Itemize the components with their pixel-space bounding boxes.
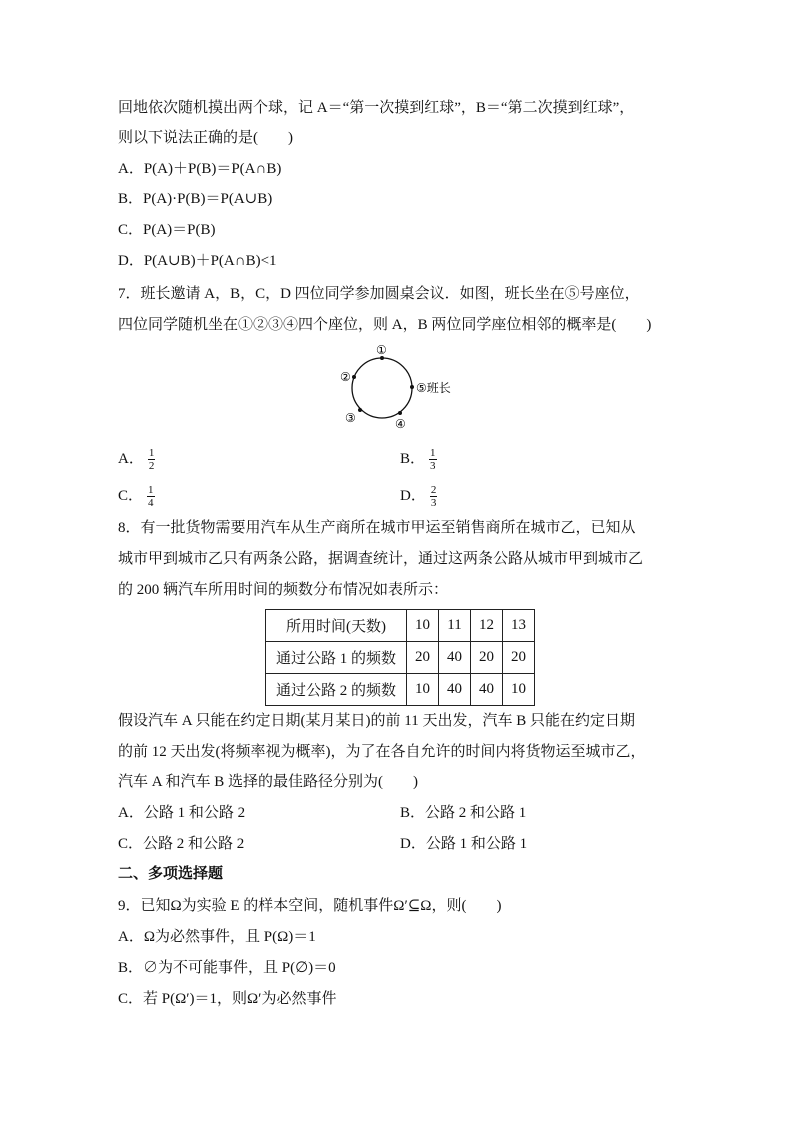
q6-option-a: A．P(A)＋P(B)＝P(A∩B): [118, 161, 282, 177]
q9-option-b: B．∅为不可能事件，且 P(∅)＝0: [118, 960, 336, 976]
seat-5-label: ⑤班长: [416, 381, 451, 395]
q7-option-b: [400, 447, 437, 472]
table-cell: 通过公路 2 的频数: [266, 674, 407, 706]
q8-stem-line1: 8．有一批货物需要用汽车从生产商所在城市甲运至销售商所在城市乙，已知从: [118, 520, 636, 536]
table-row: [266, 674, 535, 706]
q8-stem-line2: 城市甲到城市乙只有两条公路，据调查统计，通过这两条公路从城市甲到城市乙: [118, 551, 644, 567]
q7-option-b-letter: B．: [400, 450, 426, 467]
table-cell: 10: [407, 674, 439, 706]
seat-1-label: ①: [376, 343, 387, 357]
seat-2-label: ②: [340, 370, 351, 384]
q9-option-c: C．若 P(Ω′)＝1，则Ω′为必然事件: [118, 991, 337, 1007]
seat-4-dot: [398, 411, 402, 415]
table-cell: 13: [503, 610, 535, 642]
q7-stem-line1: 7．班长邀请 A，B，C，D 四位同学参加圆桌会议．如图，班长坐在⑤号座位，: [118, 286, 640, 302]
table-cell: 10: [503, 674, 535, 706]
seat-3-label: ③: [345, 411, 356, 425]
table-cell: 40: [439, 674, 471, 706]
table-cell: 10: [407, 610, 439, 642]
fraction-denominator: 3: [430, 497, 437, 509]
q7-option-c: [118, 484, 155, 509]
frequency-table: [265, 609, 535, 706]
q9-option-a: A．Ω为必然事件，且 P(Ω)＝1: [118, 929, 316, 945]
q8-after-line3: 汽车 A 和汽车 B 选择的最佳路径分别为( ): [118, 774, 419, 790]
q7-option-a-fraction: [148, 447, 156, 472]
seat-5-dot: [410, 385, 414, 389]
fraction-denominator: 3: [430, 460, 436, 472]
q8-option-b: B．公路 2 和公路 1: [400, 805, 527, 821]
q6-option-c: C．P(A)＝P(B): [118, 222, 216, 238]
fraction-denominator: 2: [148, 460, 155, 472]
q7-option-d-letter: D．: [400, 487, 426, 504]
q7-option-d-fraction: [430, 484, 438, 509]
q8-after-line2: 的前 12 天出发(将频率视为概率)，为了在各自允许的时间内将货物运至城市乙，: [118, 744, 646, 760]
q8-option-d: D．公路 1 和公路 1: [400, 836, 528, 852]
q6-stem-line2: 则以下说法正确的是( ): [118, 130, 293, 146]
q9-stem: 9．已知Ω为实验 E 的样本空间，随机事件Ω′⊆Ω，则( ): [118, 898, 502, 914]
table-row: [266, 642, 535, 674]
table-cell: 40: [471, 674, 503, 706]
table-cell: 20: [503, 642, 535, 674]
round-table-diagram: [330, 340, 470, 435]
table-cell: 所用时间(天数): [266, 610, 407, 642]
q8-option-a: A．公路 1 和公路 2: [118, 805, 246, 821]
q7-option-a: [118, 447, 155, 472]
q7-option-c-letter: C．: [118, 487, 144, 504]
q6-option-d: D．P(A∪B)＋P(A∩B)<1: [118, 253, 277, 269]
q7-option-a-letter: A．: [118, 450, 144, 467]
table-cell: 40: [439, 642, 471, 674]
fraction-numerator: 2: [430, 484, 437, 496]
table-cell: 12: [471, 610, 503, 642]
fraction-denominator: 4: [148, 497, 154, 509]
fraction-numerator: 1: [148, 484, 154, 496]
table-cell: 11: [439, 610, 471, 642]
seat-4-label: ④: [395, 417, 406, 431]
table-cell: 20: [407, 642, 439, 674]
seat-3-dot: [358, 408, 362, 412]
table-header-row: [266, 610, 535, 642]
table-cell: 20: [471, 642, 503, 674]
table-cell: 通过公路 1 的频数: [266, 642, 407, 674]
q8-option-c: C．公路 2 和公路 2: [118, 836, 245, 852]
q6-option-b: B．P(A)·P(B)＝P(A∪B): [118, 191, 273, 207]
q8-after-line1: 假设汽车 A 只能在约定日期(某月某日)的前 11 天出发，汽车 B 只能在约定日期: [118, 713, 635, 729]
q7-option-c-fraction: [147, 484, 155, 509]
q6-stem-line1: 回地依次随机摸出两个球，记 A＝“第一次摸到红球”，B＝“第二次摸到红球”，: [118, 100, 635, 116]
fraction-numerator: 1: [148, 447, 155, 459]
seat-2-dot: [352, 375, 356, 379]
q7-option-d: [400, 484, 437, 509]
section-title: 二、多项选择题: [118, 866, 224, 882]
q8-stem-line3: 的 200 辆汽车所用时间的频数分布情况如表所示：: [118, 582, 449, 598]
q7-stem-line2: 四位同学随机坐在①②③④四个座位，则 A，B 两位同学座位相邻的概率是( ): [118, 317, 652, 333]
q7-option-b-fraction: [429, 447, 437, 472]
fraction-numerator: 1: [430, 447, 436, 459]
